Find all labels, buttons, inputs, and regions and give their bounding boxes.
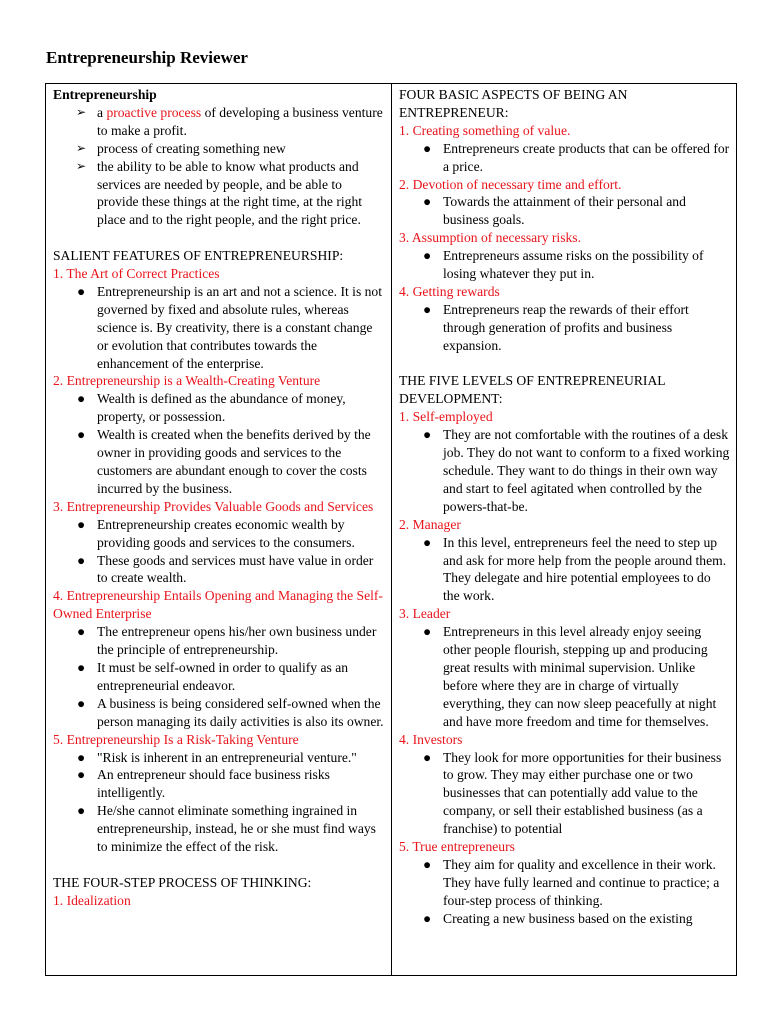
definition-item: ➢ the ability to be able to know what products and services are needed by people, and be able to provide these things at the right time, at the right place and to the right people, and the right price. — [76, 158, 363, 228]
round-bullet-icon: ● — [423, 624, 432, 640]
list-item: ● It must be self-owned in order to qualify as an entrepreneurial endeavor. — [77, 659, 349, 693]
list-item: ● He/she cannot eliminate something ingrained in entrepreneurship, instead, he or she must find ways to minimize the effect of the risk. — [77, 803, 376, 855]
right-column — [392, 84, 736, 975]
aspect-title: 4. Getting rewards — [399, 283, 500, 299]
list-item: ● These goods and services must have value in order to create wealth. — [77, 552, 374, 586]
list-item: ● In this level, entrepreneurs feel the need to step up and ask for more help from the people around them. They delegate and hire potential employees to do the work. — [423, 534, 727, 604]
aspect-bullets — [399, 247, 730, 283]
levels-heading: THE FIVE LEVELS OF ENTREPRENEURIAL DEVELOPMENT: — [399, 373, 666, 407]
salient-title: 1. The Art of Correct Practices — [53, 266, 220, 282]
list-item: ● A business is being considered self-owned when the person managing its daily activities is also its owner. — [77, 695, 384, 729]
arrow-bullet-icon: ➢ — [76, 104, 87, 119]
definition-item: ➢ process of creating something new — [76, 140, 286, 156]
round-bullet-icon: ● — [423, 140, 432, 156]
list-item: ● Creating a new business based on the existing — [423, 910, 693, 926]
salient-title: 5. Entrepreneurship Is a Risk-Taking Venture — [53, 731, 299, 747]
list-item: ● Entrepreneurs in this level already enjoy seeing other people flourish, stepping up and producing great results with minimal supervision. Unlike before where they are in charge of virtually everything, they can now sleep peacefully at night and have more freedom and time for themselves. — [423, 624, 717, 729]
round-bullet-icon: ● — [77, 767, 86, 783]
left-column — [46, 84, 392, 975]
salient-bullets — [53, 623, 385, 730]
thinking-heading: THE FOUR-STEP PROCESS OF THINKING: — [53, 874, 312, 890]
level-title: 1. Self-employed — [399, 409, 493, 425]
round-bullet-icon: ● — [423, 534, 432, 550]
round-bullet-icon: ● — [423, 248, 432, 264]
round-bullet-icon: ● — [77, 552, 86, 568]
list-item: ● Entrepreneurship creates economic wealth by providing goods and services to the consumers. — [77, 516, 355, 550]
list-item: ● An entrepreneur should face business risks intelligently. — [77, 767, 330, 801]
salient-title: 3. Entrepreneurship Provides Valuable Goods and Services — [53, 498, 374, 514]
level-title: 5. True entrepreneurs — [399, 839, 515, 855]
round-bullet-icon: ● — [423, 910, 432, 926]
round-bullet-icon: ● — [77, 803, 86, 819]
salient-bullets — [53, 749, 385, 856]
entrepreneurship-heading: Entrepreneurship — [53, 87, 157, 102]
arrow-bullet-icon: ➢ — [76, 158, 87, 173]
round-bullet-icon: ● — [423, 427, 432, 443]
salient-title: 4. Entrepreneurship Entails Opening and Managing the Self-Owned Enterprise — [53, 588, 383, 622]
list-item: ● They aim for quality and excellence in their work. They have fully learned and continue to practice; a four-step process of thinking. — [423, 856, 720, 908]
round-bullet-icon: ● — [423, 194, 432, 210]
arrow-bullet-icon: ➢ — [76, 140, 87, 155]
round-bullet-icon: ● — [77, 516, 86, 532]
list-item: ● The entrepreneur opens his/her own business under the principle of entrepreneurship. — [77, 624, 377, 658]
aspect-title: 2. Devotion of necessary time and effort. — [399, 176, 622, 192]
round-bullet-icon: ● — [77, 283, 86, 299]
round-bullet-icon: ● — [423, 749, 432, 765]
list-item: ● Entrepreneurs create products that can be offered for a price. — [423, 140, 730, 174]
list-item: ● Entrepreneurship is an art and not a science. It is not governed by fixed and absolute rules, whereas science is. By creativity, there is a constant change or evolution that contributes towards the enhancement of the enterprise. — [77, 283, 382, 371]
reviewer-table — [45, 83, 737, 976]
level-title: 3. Leader — [399, 606, 451, 622]
aspect-bullets — [399, 193, 730, 229]
aspects-heading: FOUR BASIC ASPECTS OF BEING AN ENTREPRENEUR: — [399, 87, 628, 120]
list-item: ● They are not comfortable with the routines of a desk job. They do not want to conform to a fixed working schedule. They want to do things in their own way and start to feel agitated when controlled by the powers-that-be. — [423, 427, 730, 514]
salient-title: 2. Entrepreneurship is a Wealth-Creating Venture — [53, 373, 321, 389]
salient-bullets — [53, 390, 385, 497]
round-bullet-icon: ● — [77, 695, 86, 711]
level-bullets — [399, 426, 730, 516]
aspect-bullets — [399, 301, 730, 355]
list-item: ● Wealth is created when the benefits derived by the owner in providing goods and services to the customers are abundant enough to cover the costs incurred by the business. — [77, 427, 371, 496]
salient-bullets — [53, 283, 385, 373]
definition-list — [53, 104, 385, 229]
salient-bullets — [53, 516, 385, 588]
aspect-title: 1. Creating something of value. — [399, 122, 571, 138]
round-bullet-icon: ● — [77, 624, 86, 640]
level-title: 4. Investors — [399, 731, 463, 747]
aspect-bullets — [399, 140, 730, 176]
list-item: ● They look for more opportunities for their business to grow. They may either purchase one or two businesses that can potentially add value to the company, or sell their established business (as a franchise) to potential — [423, 749, 722, 837]
thinking-step: 1. Idealization — [53, 892, 131, 908]
round-bullet-icon: ● — [77, 391, 86, 407]
round-bullet-icon: ● — [423, 856, 432, 872]
page-title: Entrepreneurship Reviewer — [46, 48, 248, 67]
level-bullets — [399, 749, 730, 839]
list-item: ● "Risk is inherent in an entrepreneurial venture." — [77, 749, 357, 765]
level-title: 2. Manager — [399, 516, 461, 532]
level-bullets — [399, 534, 730, 606]
round-bullet-icon: ● — [77, 427, 86, 443]
list-item: ● Towards the attainment of their personal and business goals. — [423, 194, 686, 228]
round-bullet-icon: ● — [77, 749, 86, 765]
list-item: ● Entrepreneurs reap the rewards of their effort through generation of profits and business expansion. — [423, 301, 689, 353]
definition-item: ➢ a proactive process of developing a business venture to make a profit. — [76, 104, 383, 138]
aspect-title: 3. Assumption of necessary risks. — [399, 230, 581, 246]
round-bullet-icon: ● — [423, 301, 432, 317]
level-bullets — [399, 856, 730, 928]
list-item: ● Entrepreneurs assume risks on the possibility of losing whatever they put in. — [423, 248, 704, 282]
list-item: ● Wealth is defined as the abundance of money, property, or possession. — [77, 391, 346, 425]
round-bullet-icon: ● — [77, 659, 86, 675]
level-bullets — [399, 623, 730, 730]
salient-heading: SALIENT FEATURES OF ENTREPRENEURSHIP: — [53, 248, 344, 264]
